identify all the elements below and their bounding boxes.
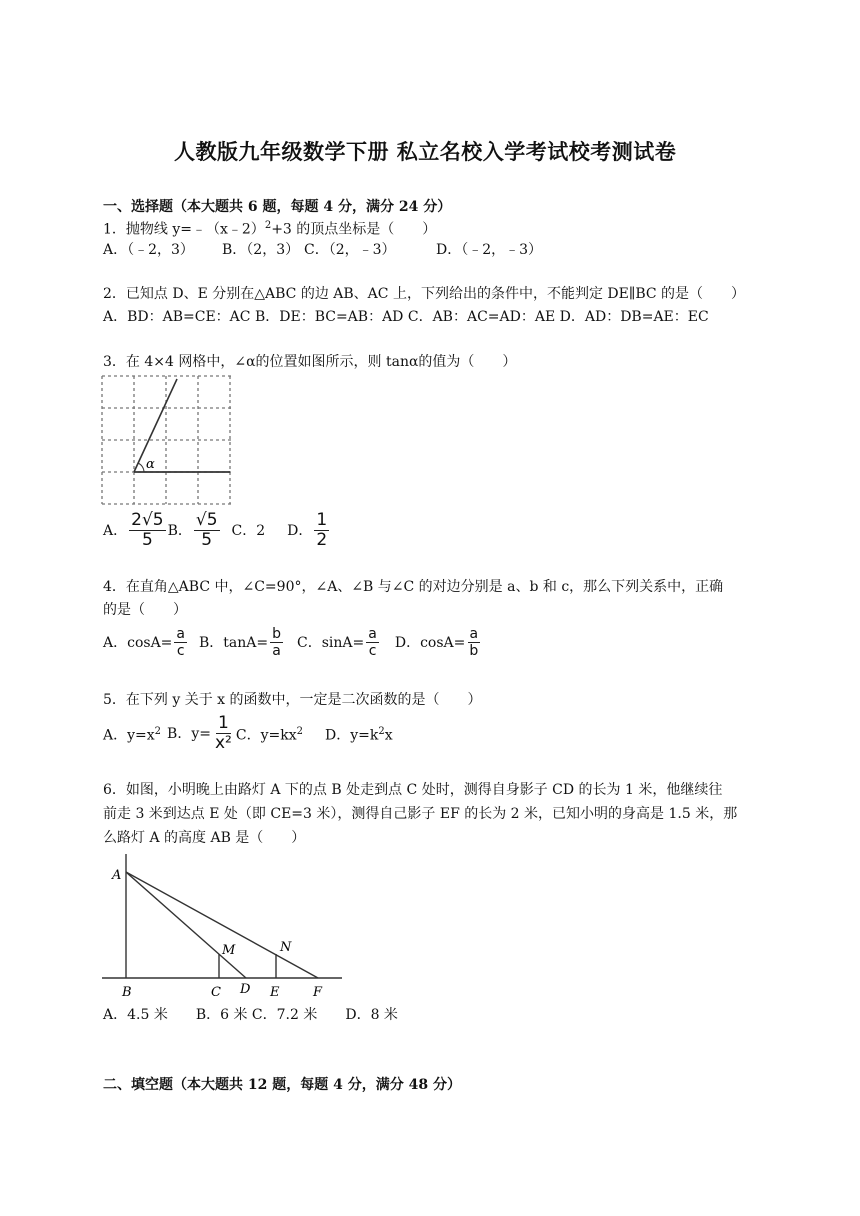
q5-option-a-sup: 2 [154,725,162,737]
question-1-option-b: B．（2，3） [222,242,300,258]
q4-option-b-fraction [270,626,283,659]
q4-option-d-fraction [467,626,480,659]
q4-option-b-num: b [272,626,282,642]
question-6-stem-line-2: 前走 3 米到达点 E 处（即 CE=3 米），测得自己影子 EF 的长为 2 米，已知小明的身高是 1.5 米，那 [103,806,738,822]
q4-option-c-fraction [366,626,379,659]
q3-option-c: C．2 [231,522,266,539]
question-6-options: A．4.5 米 B．6 米 C．7.2 米 D．8 米 [103,1007,398,1023]
q6-label-c: C [211,985,221,1000]
q5-option-d-sup: 2 [378,725,385,737]
q3-option-b-den: 5 [201,530,213,550]
q6-streetlight-figure [100,850,350,1002]
page-title: 人教版九年级数学下册 私立名校入学考试校考测试卷 [174,139,677,164]
q5-option-b-fraction [213,714,234,753]
q5-option-a-text: A．y=x [103,727,155,744]
q3-alpha-label: α [146,457,155,472]
q5-option-b-den: x² [214,733,232,753]
question-3-stem: 3．在 4×4 网格中，∠α的位置如图所示，则 tanα的值为（ ） [103,354,517,370]
question-1-option-c: C．（2，﹣3） [304,242,396,258]
q5-option-a [103,722,161,746]
q3-option-b-label: B． [167,522,192,539]
q4-option-a-num: a [176,626,185,642]
q6-label-b: B [122,985,132,1000]
q3-option-d-den: 2 [316,530,328,550]
q6-label-n: N [280,940,292,955]
q4-option-d-label: D．cosA= [394,634,466,651]
q5-option-b-num: 1 [218,713,229,733]
q3-option-a-label: A． [103,522,128,539]
question-1-stem [103,216,436,240]
q3-option-d-fraction [314,511,329,550]
question-6-stem-line-1: 6．如图，小明晚上由路灯 A 下的点 B 处走到点 C 处时，测得自身影子 CD 的长为 1 米，他继续往 [103,782,723,798]
question-2-stem: 2．已知点 D、E 分别在△ABC 的边 AB、AC 上，下列给出的条件中，不能判定 DE∥BC 的是（ ） [103,286,746,302]
q5-option-c-text: C．y=kx [235,727,297,744]
section-1-heading: 一、选择题（本大题共 6 题，每题 4 分，满分 24 分） [103,199,452,215]
q6-label-f: F [313,985,323,1000]
question-4-stem-line-1: 4．在直角△ABC 中，∠C=90°，∠A、∠B 与∠C 的对边分别是 a、b 和 c，那么下列关系中，正确 [103,579,724,595]
q5-option-d-text: D．y=k [324,727,379,744]
q3-option-d-num: 1 [316,510,328,530]
q3-option-b-num: √5 [195,510,218,530]
q6-label-d: D [240,982,251,997]
question-6-stem-line-3: 么路灯 A 的高度 AB 是（ ） [103,830,306,846]
q4-option-a-label: A．cosA= [103,634,173,651]
q4-option-c-den: c [368,643,377,659]
q4-option-d-den: b [469,643,479,659]
q5-option-c [236,722,303,746]
question-4-options [103,626,482,659]
q5-option-d-tail: x [384,727,393,744]
q3-option-a-num: 2√5 [131,510,164,530]
q4-option-c-num: a [368,626,377,642]
q3-option-d-label: D． [287,522,313,539]
q1-stem-a: 1．抛物线 y=﹣（x﹣2） [103,221,265,238]
question-1-option-a: A．（﹣2，3） [103,242,194,258]
q4-option-b-label: B．tanA= [199,634,269,651]
q5-option-d [325,722,393,746]
question-2-options: A．BD：AB=CE：AC B．DE：BC=AB：AD C．AB：AC=AD：AE D．AD：DB=AE：EC [103,309,709,325]
q6-label-a: A [112,868,122,883]
q4-option-b-den: a [272,643,281,659]
q4-option-a-fraction [174,626,187,659]
q6-label-m: M [222,943,236,958]
question-3-options [103,511,331,550]
question-5-options [103,714,393,753]
q3-grid-figure [100,374,234,508]
q1-stem-sup: 2 [264,220,272,231]
q1-stem-b: +3 的顶点坐标是（ ） [271,221,437,238]
q6-label-e: E [270,985,280,1000]
q5-option-b-label: B．y= [167,725,211,742]
question-4-stem-line-2: 的是（ ） [103,602,187,618]
q4-option-c-label: C．sinA= [297,634,365,651]
section-2-heading: 二、填空题（本大题共 12 题，每题 4 分，满分 48 分） [103,1077,461,1093]
q4-option-d-num: a [469,626,479,642]
q3-option-b-fraction [194,511,220,550]
q4-option-a-den: c [176,643,185,659]
q5-option-c-sup: 2 [296,725,303,737]
question-1-option-d: D．（﹣2，﹣3） [436,242,543,258]
question-5-stem: 5．在下列 y 关于 x 的函数中，一定是二次函数的是（ ） [103,692,482,708]
q3-option-a-fraction [129,511,165,550]
q3-option-a-den: 5 [141,530,153,550]
